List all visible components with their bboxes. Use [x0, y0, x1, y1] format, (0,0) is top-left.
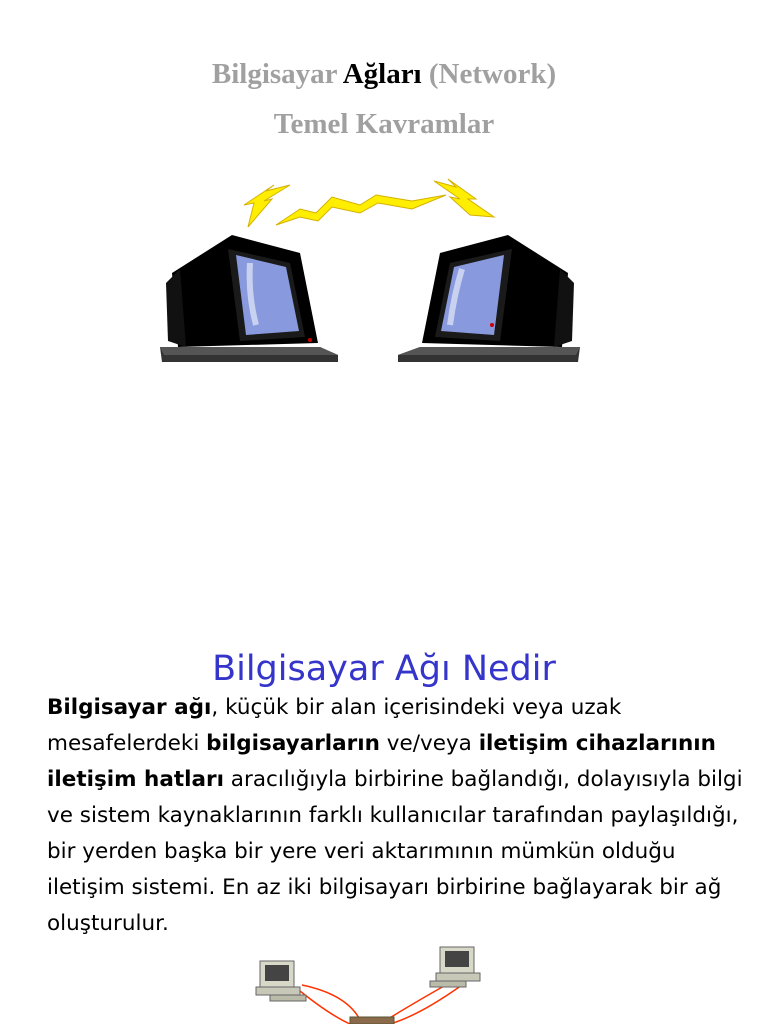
computer-monitor-icon [160, 235, 338, 362]
paragraph-text: , küçük bir alan içerisindeki veya uzak mesafelerdeki [47, 695, 622, 756]
term-bilgisayar-agi: Bilgisayar ağı [47, 695, 212, 720]
slide-subtitle: Temel Kavramlar [273, 108, 495, 140]
paragraph-text: aracılığıyla birbirine bağlandığı, dolayısıyla bilgi ve sistem kaynaklarının farklı kullanıcılar tarafından paylaşıldığı, bir yerden başka bir yere veri aktarımının mümkün olduğu iletişim sistemi. En az iki bilgisayarı birbirine bağlayarak bir ağ oluşturulur. [47, 767, 743, 936]
term-bilgisayarlarin: bilgisayarların [206, 731, 380, 756]
definition-paragraph [47, 690, 753, 942]
computer-monitor-icon [398, 235, 580, 362]
two-computers-illustration [150, 165, 590, 370]
slide-title [0, 58, 768, 91]
lightning-bolt-icon [244, 179, 494, 227]
title-part-1: Bilgisayar [211, 58, 338, 90]
title-part-2: Ağları [342, 58, 422, 90]
network-diagram-illustration [250, 945, 490, 1024]
term-iletisim-hatlari: iletişim cihazlarının iletişim hatları [47, 731, 716, 792]
hub-icon [350, 1017, 394, 1024]
computer-icon [256, 961, 306, 1001]
slide-heading: Bilgisayar Ağı Nedir [212, 649, 556, 690]
title-part-3: (Network) [428, 58, 557, 90]
computer-icon [430, 947, 480, 987]
paragraph-text: ve/veya [379, 731, 479, 756]
